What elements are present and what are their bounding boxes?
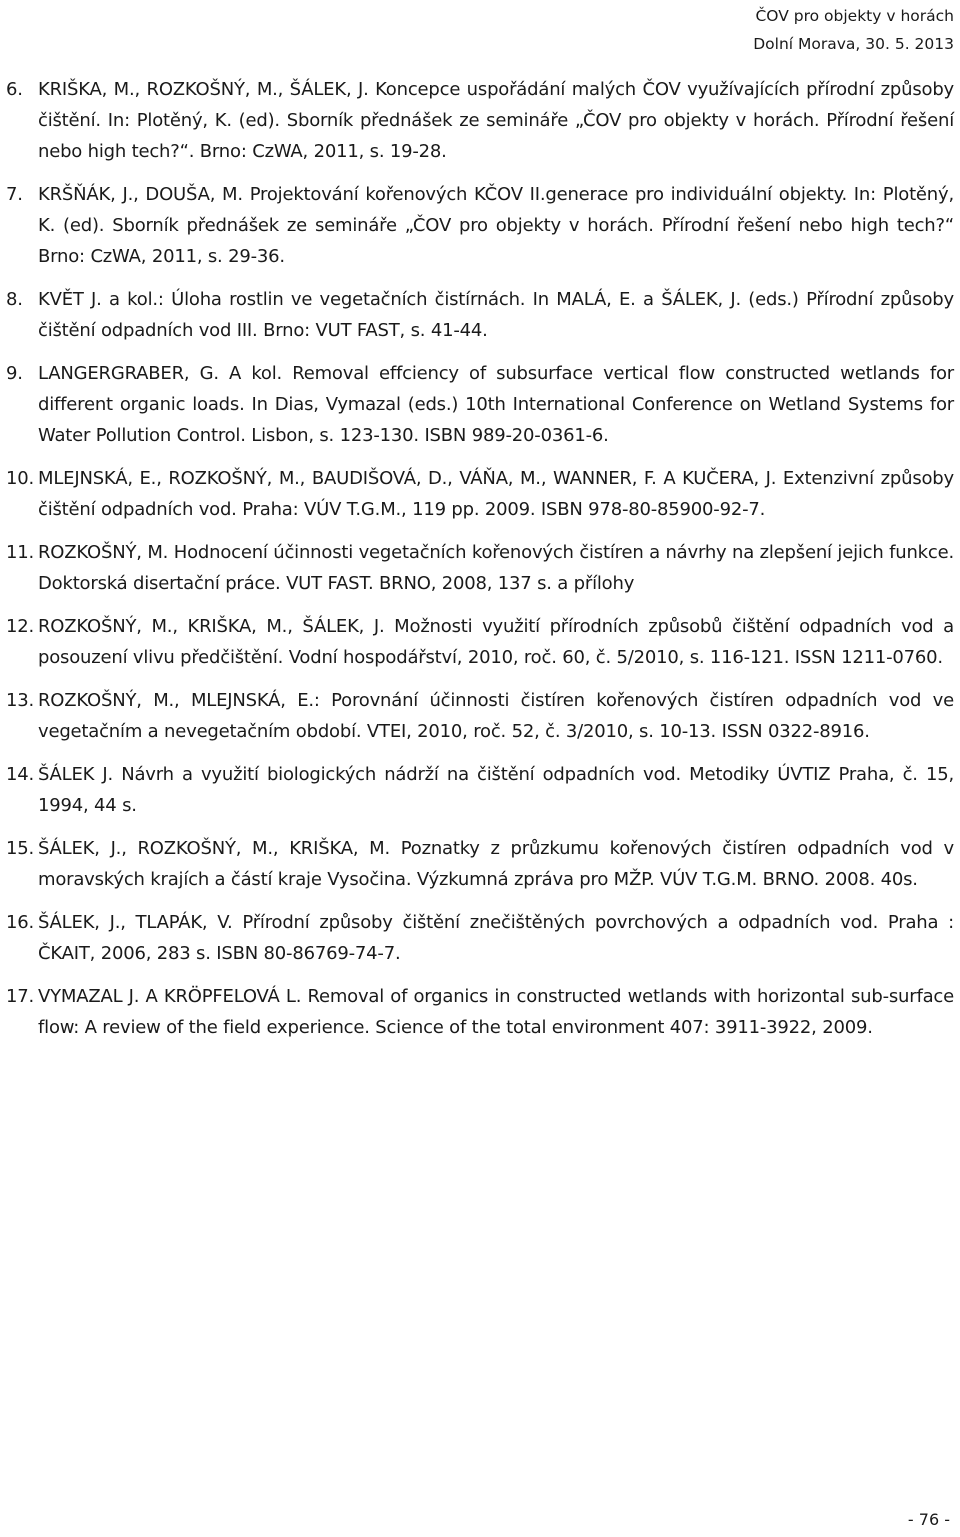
reference-text: ŠÁLEK J. Návrh a využití biologických nádrží na čištění odpadních vod. Metodiky ÚVTIZ Praha, č. 15, 1994, 44 s. bbox=[38, 764, 954, 816]
reference-text: VYMAZAL J. A KRÖPFELOVÁ L. Removal of organics in constructed wetlands with horizontal sub-surface flow: A review of the field experience. Science of the total environment 407: 3911-3922, 2009. bbox=[38, 986, 954, 1038]
reference-item bbox=[6, 179, 954, 272]
reference-number: 14. bbox=[6, 764, 35, 785]
reference-item bbox=[6, 74, 954, 167]
page-number: - 76 - bbox=[907, 1510, 950, 1529]
reference-item bbox=[6, 981, 954, 1043]
reference-item bbox=[6, 537, 954, 599]
reference-text: KVĚT J. a kol.: Úloha rostlin ve vegetačních čistírnách. In MALÁ, E. a ŠÁLEK, J. (eds.) Přírodní způsoby čištění odpadních vod III. Brno: VUT FAST, s. 41-44. bbox=[38, 289, 954, 341]
reference-number: 6. bbox=[6, 79, 23, 100]
reference-text: ROZKOŠNÝ, M., KRIŠKA, M., ŠÁLEK, J. Možnosti využití přírodních způsobů čištění odpadních vod a posouzení vlivu předčištění. Vodní hospodářství, 2010, roč. 60, č. 5/2010, s. 116-121. ISSN 1211-0760. bbox=[38, 616, 954, 668]
reference-number: 17. bbox=[6, 986, 35, 1007]
reference-list bbox=[6, 74, 954, 1043]
reference-text: ROZKOŠNÝ, M. Hodnocení účinnosti vegetačních kořenových čistíren a návrhy na zlepšení jejich funkce. Doktorská disertační práce. VUT FAST. BRNO, 2008, 137 s. a přílohy bbox=[38, 542, 954, 594]
reference-number: 7. bbox=[6, 184, 23, 205]
reference-number: 16. bbox=[6, 912, 35, 933]
header-event: Dolní Morava, 30. 5. 2013 bbox=[753, 35, 954, 53]
header-title: ČOV pro objekty v horách bbox=[755, 7, 954, 25]
reference-text: LANGERGRABER, G. A kol. Removal effciency of subsurface vertical flow constructed wetlands for different organic loads. In Dias, Vymazal (eds.) 10th International Conference on Wetland Systems for Water Pollution Control. Lisbon, s. 123-130. ISBN 989-20-0361-6. bbox=[38, 363, 954, 446]
reference-item bbox=[6, 833, 954, 895]
reference-text: ŠÁLEK, J., ROZKOŠNÝ, M., KRIŠKA, M. Poznatky z průzkumu kořenových čistíren odpadních vod v moravských krajích a částí kraje Vysočina. Výzkumná zpráva pro MŽP. VÚV T.G.M. BRNO. 2008. 40s. bbox=[38, 838, 954, 890]
reference-text: MLEJNSKÁ, E., ROZKOŠNÝ, M., BAUDIŠOVÁ, D., VÁŇA, M., WANNER, F. A KUČERA, J. Extenzivní způsoby čištění odpadních vod. Praha: VÚV T.G.M., 119 pp. 2009. ISBN 978-80-85900-92-7. bbox=[38, 468, 954, 520]
reference-item bbox=[6, 284, 954, 346]
reference-item bbox=[6, 907, 954, 969]
reference-number: 9. bbox=[6, 363, 23, 384]
reference-item bbox=[6, 358, 954, 451]
reference-number: 13. bbox=[6, 690, 35, 711]
reference-item bbox=[6, 685, 954, 747]
reference-number: 8. bbox=[6, 289, 23, 310]
reference-text: ŠÁLEK, J., TLAPÁK, V. Přírodní způsoby čištění znečištěných povrchových a odpadních vod. Praha : ČKAIT, 2006, 283 s. ISBN 80-86769-74-7. bbox=[38, 912, 954, 964]
reference-item bbox=[6, 759, 954, 821]
reference-number: 12. bbox=[6, 616, 35, 637]
page-header bbox=[753, 2, 954, 58]
reference-number: 15. bbox=[6, 838, 35, 859]
reference-text: ROZKOŠNÝ, M., MLEJNSKÁ, E.: Porovnání účinnosti čistíren kořenových čistíren odpadních vod ve vegetačním a nevegetačním období. VTEI, 2010, roč. 52, č. 3/2010, s. 10-13. ISSN 0322-8916. bbox=[38, 690, 954, 742]
reference-number: 10. bbox=[6, 468, 35, 489]
reference-text: KRIŠKA, M., ROZKOŠNÝ, M., ŠÁLEK, J. Koncepce uspořádání malých ČOV využívajících přírodní způsoby čištění. In: Plotěný, K. (ed). Sborník přednášek ze semináře „ČOV pro objekty v horách. Přírodní řešení nebo high tech?“. Brno: CzWA, 2011, s. 19-28. bbox=[38, 79, 954, 162]
reference-item bbox=[6, 463, 954, 525]
reference-text: KRŠŇÁK, J., DOUŠA, M. Projektování kořenových KČOV II.generace pro individuální objekty. In: Plotěný, K. (ed). Sborník přednášek ze semináře „ČOV pro objekty v horách. Přírodní řešení nebo high tech?“ Brno: CzWA, 2011, s. 29-36. bbox=[38, 184, 954, 267]
reference-number: 11. bbox=[6, 542, 35, 563]
reference-item bbox=[6, 611, 954, 673]
